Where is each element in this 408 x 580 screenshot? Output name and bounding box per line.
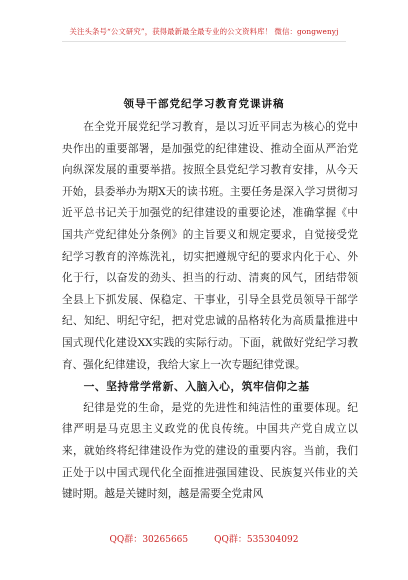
- document-title: 领导干部党纪学习教育党课讲稿: [123, 98, 285, 110]
- footer-qq-bar: [0, 532, 408, 545]
- section-heading: 一、坚持常学常新、入脑入心，筑牢信仰之基: [83, 380, 310, 394]
- footer-qq-number-2: 535304092: [246, 535, 299, 545]
- header-banner: 关注头条号“公文研究”，获得最新最全最专业的公文资料库！ 微信：gongwenyj: [69, 27, 339, 36]
- document-body: [62, 117, 358, 506]
- footer-qq-label-2: QQ群：: [214, 535, 247, 545]
- footer-qq-label-1: QQ群：: [109, 535, 143, 545]
- footer-qq-number-1: 30265665: [142, 535, 189, 545]
- intro-paragraph: 在全党开展党纪学习教育，是以习近平同志为核心的党中央作出的重要部署，是加强党的纪律建设、推动全面从严治党向纵深发展的重要举措。按照全县党纪学习教育安排，从今天开始，县委举办为期X天的读书班。主要任务是深入学习贯彻习近平总书记关于加强党的纪律建设的重要论述，准确掌握《中国共产党纪律处分条例》的主旨要义和规定要求，自觉接受党纪学习教育的淬炼洗礼，切实把遵规守纪的要求内化于心、外化于行，以奋发的劲头、担当的行动、清爽的风气，团结带领全县上下抓发展、保稳定、干事业，引导全县党员领导干部学纪、知纪、明纪守纪，把对党忠诚的品格转化为高质量推进中国式现代化建设XX实践的实际行动。下面，就做好党纪学习教育、强化纪律建设，我给大家上一次专题纪律党课。: [62, 121, 358, 371]
- header-divider: [62, 41, 346, 42]
- section-paragraph: 纪律是党的生命，是党的先进性和纯洁性的重要体现。纪律严明是马克思主义政党的优良传统。中国共产党自成立以来，就始终将纪律建设作为党的建设的重要内容。当前，我们正处于以中国式现代化全面推进强国建设、民族复兴伟业的关键时期。越是关键时刻，越是需要全党肃风: [62, 401, 358, 501]
